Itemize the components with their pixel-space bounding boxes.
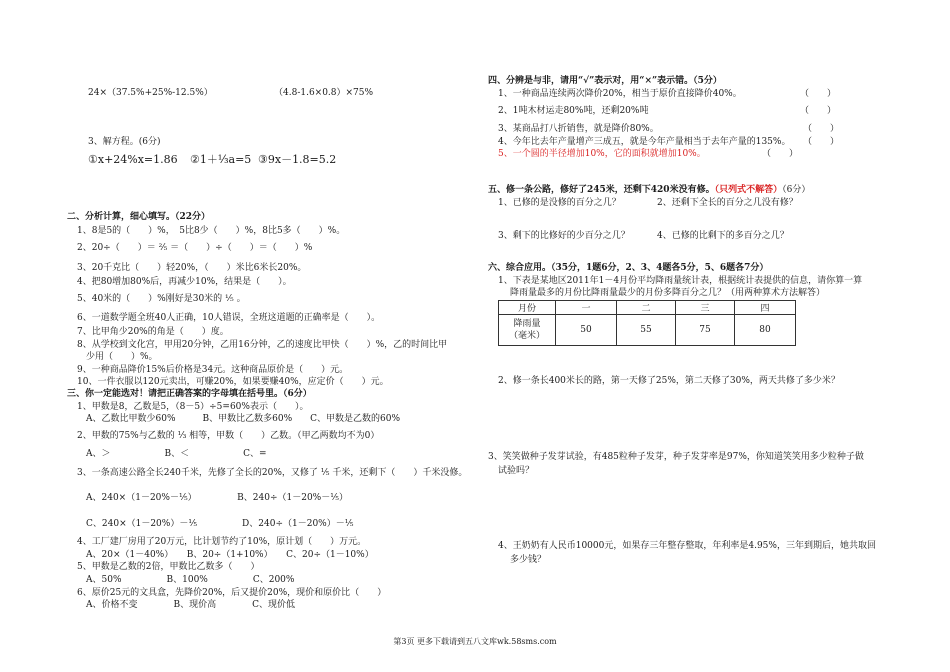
table-row: [499, 315, 796, 346]
sec2-item: 7、比甲角少20%的角是（ ）度。: [77, 327, 229, 337]
sec2-item: 3、20千克比（ ）轻20%，（ ）米比6米长20%。: [77, 263, 307, 273]
calc-item-2: （4.8-1.6×0.8）×75%: [274, 88, 374, 98]
sec4-item: 3、某商品打八折销售，就是降价80%。: [498, 124, 659, 134]
sec5-item: 2、还剩下全长的百分之几没有修？: [657, 198, 798, 208]
sec2-item: 6、一道数学题全班40人正确，10人错误，全班这道题的正确率是（ ）。: [77, 313, 381, 323]
q3-line: 3、笑笑做种子发芽试验，有485粒种子发芽，种子发芽率是97%，你知道笑笑用多少粒种子做: [488, 452, 864, 462]
table-cell: 75: [676, 315, 735, 346]
sec3-item: 2、甲数的75%与乙数的 ⅓ 相等，甲数（ ）乙数。（甲乙两数均不为0）: [77, 431, 380, 441]
sec2-item: 9、一种商品降价15%后价格是34元。这种商品原价是（ ）元。: [77, 365, 349, 375]
table-header-row: [499, 301, 796, 315]
section-6-title: 六、综合应用。（35分，1题6分，2、3、4题各5分，5、6题各7分）: [488, 263, 769, 273]
answer-paren: （ ）: [800, 106, 837, 116]
sec4-item-highlighted: 5、一个圆的半径增加10%，它的面积就增加10%。: [498, 149, 706, 159]
sec5-item: 3、剩下的比修好的少百分之几？: [498, 231, 630, 241]
table-header-cell: 三: [676, 301, 735, 315]
answer-paren: （ ）: [762, 149, 799, 159]
row-label-line: 降雨量: [513, 319, 541, 329]
table-cell: 50: [556, 315, 617, 346]
sec3-item: 1、甲数是8，乙数是5，（8－5）÷5=60%表示（ ）。: [77, 402, 309, 412]
section-5-note: （只列式不解答）: [714, 185, 783, 195]
sec2-item: 1、8是5的（ ）%， 5比8少（ ）%，8比5多（ ）%。: [77, 226, 346, 236]
sec3-item: 4、工厂建厂房用了20万元，比计划节约了10%，原计划（ ）万元。: [77, 537, 367, 547]
sec2-item: 8、从学校到文化宫，甲用20分钟，乙用16分钟，乙的速度比甲快（ ）%，乙的时间比甲: [77, 340, 448, 350]
page-footer: 第3页 更多下载请到五八文库wk.58sms.com: [393, 637, 557, 646]
sec2-item: 少用（ ）%。: [77, 352, 158, 362]
table-header-cell: 一: [556, 301, 617, 315]
sec3-item: A、乙数比甲数少60% B、甲数比乙数多60% C、甲数是乙数的60%: [77, 414, 401, 424]
calc-item-1: 24×（37.5%+25%-12.5%）: [88, 88, 213, 98]
q1-line: 1、下表是某地区2011年1－4月份平均降雨量统计表，根据统计表提供的信息，请你算一算: [498, 276, 863, 286]
sec3-item: 3、一条高速公路全长240千米，先修了全长的20%，又修了 ⅕ 千米，还剩下（ ）千米没修。: [77, 468, 468, 478]
row-label-line: （毫米）: [508, 331, 545, 341]
equation-1: ①x+24%x=1.86: [88, 153, 178, 166]
table-header-cell: 月份: [499, 301, 556, 315]
sec5-item: 1、已修的是没修的百分之几？: [498, 198, 621, 208]
q4-line: 4、王奶奶有人民币10000元，如果存三年整存整取，年利率是4.95%，三年到期后，她共取回: [498, 541, 876, 551]
question-2: 2、修一条长400米长的路，第一天修了25%，第二天修了30%，两天共修了多少米？: [498, 376, 840, 386]
sec3-item: A、50% B、100% C、200%: [77, 575, 295, 585]
sec2-item: 4、把80增加80%后，再减少10%，结果是（ ）。: [77, 277, 292, 287]
sec4-item: 4、今年比去年产量增产三成五，就是今年产量相当于去年产量的135%。: [498, 137, 791, 147]
section-2-title: 二、分析计算，细心填写。（22分）: [67, 212, 211, 222]
equation-section-title: 3、解方程。(6分): [88, 137, 161, 147]
section-3-title: 三、你一定能选对！请把正确答案的字母填在括号里。（6分）: [67, 389, 312, 399]
sec4-item: 1、一种商品连续两次降价20%，相当于原价直接降价40%。: [498, 89, 742, 99]
sec3-item: A、240×（1－20%－⅕） B、240÷（1－20%－⅕）: [77, 493, 348, 503]
q3-line: 试验吗？: [498, 466, 535, 476]
table-header-cell: 四: [735, 301, 796, 315]
rainfall-table: [498, 300, 796, 346]
sec3-item: A、20×（1－40%） B、20÷（1+10%） C、20÷（1－10%）: [77, 550, 374, 560]
sec2-item: 2、20÷（ ）＝ ²⁄₅ ＝（ ）÷（ ）＝（ ）%: [77, 243, 313, 253]
sec3-item: 6、原价25元的文具盒，先降价20%，后又提价20%，现价和原价比（ ）: [77, 588, 387, 598]
section-5-title: [488, 185, 810, 196]
q4-line: 多少钱？: [510, 555, 547, 565]
sec4-item: 2、1吨木材运走80%吨，还剩20%吨: [498, 106, 649, 116]
table-row-label: [499, 315, 556, 346]
section-4-title: 四、分辨是与非，请用“√”表示对，用“×”表示错。（5分）: [488, 76, 722, 86]
section-5-heading: 五、修一条公路，修好了245米，还剩下420米没有修。: [488, 185, 715, 195]
sec3-item: 5、甲数是乙数的2倍，甲数比乙数多（ ）: [77, 562, 260, 572]
sec3-item: A、价格不变 B、现价高 C、现价低: [77, 600, 296, 610]
answer-paren: （ ）: [800, 89, 837, 99]
section-5-score: （6分）: [782, 185, 811, 195]
sec2-item: 5、40米的（ ）%刚好是30米的 ¹⁄₅ 。: [77, 294, 246, 304]
sec5-item: 4、已修的比剩下的多百分之几？: [657, 231, 789, 241]
table-cell: 80: [735, 315, 796, 346]
sec3-item: C、240×（1－20%）－⅕ D、240÷（1－20%）－⅕: [77, 519, 354, 529]
sec2-item: 10、一件衣服以120元卖出，可赚20%，如果要赚40%，应定价（ ）元。: [77, 377, 389, 387]
sec3-item: A、＞ B、＜ C、=: [77, 449, 267, 459]
equation-3: ③9x－1.8=5.2: [258, 153, 337, 166]
table-header-cell: 二: [617, 301, 676, 315]
equation-2: ②1＋⅓a=5: [190, 153, 252, 166]
answer-paren: （ ）: [803, 124, 840, 134]
q1-line: 降雨量最多的月份比降雨量最少的月份多降百分之几？（用两种算术方法解答）: [510, 288, 826, 298]
table-cell: 55: [617, 315, 676, 346]
answer-paren: （ ）: [803, 137, 840, 147]
